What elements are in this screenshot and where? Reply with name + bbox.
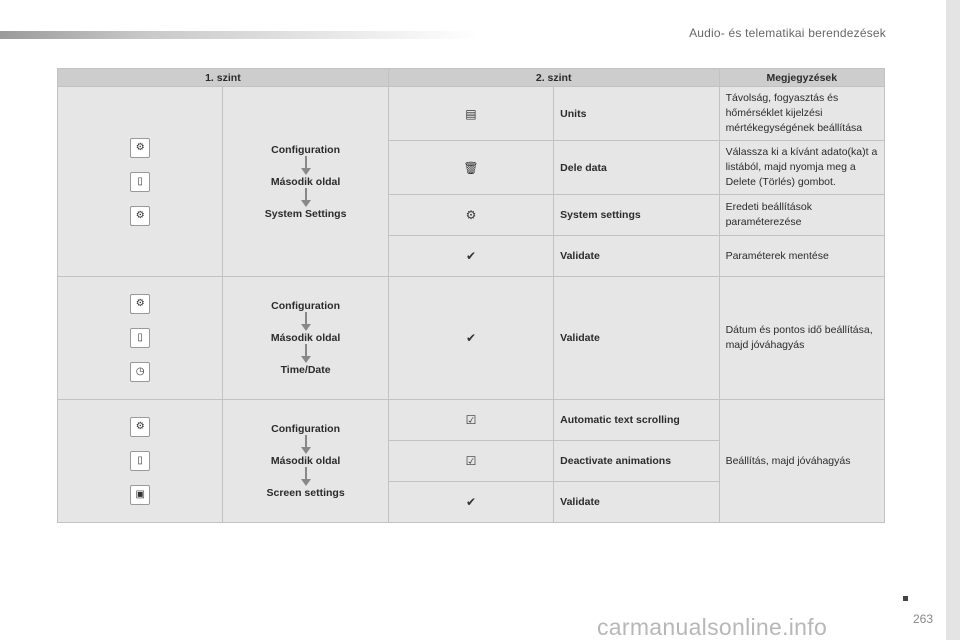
note-text: Válassza ki a kívánt adato(ka)t a listából, majd nyomja meg a Delete (Törlés) gombot. — [719, 141, 884, 195]
settings-icon: ⚙ — [130, 417, 150, 437]
level2-label: Validate — [554, 236, 719, 277]
page-number: 263 — [913, 612, 934, 626]
check-icon-cell — [388, 236, 553, 277]
checkbox-icon: ☑ — [465, 413, 477, 427]
system-settings-icon-cell — [388, 195, 553, 236]
level2-label: Validate — [554, 482, 719, 523]
second-page-icon: ▯ — [130, 328, 150, 348]
settings-icon: ⚙ — [130, 206, 150, 226]
level2-label: Dele data — [554, 141, 719, 195]
settings-icon: ⚙ — [130, 294, 150, 314]
arrow-down-icon — [301, 467, 311, 487]
arrow-down-icon — [301, 312, 311, 332]
arrow-down-icon — [301, 188, 311, 208]
group1-level1-cell — [223, 87, 388, 277]
second-page-icon: ▯ — [130, 172, 150, 192]
screen-settings-icon: ▣ — [130, 485, 150, 505]
level2-label: Units — [554, 87, 719, 141]
level1-time-date: Time/Date — [280, 364, 331, 376]
level1-second-page: Második oldal — [270, 175, 341, 188]
page-marker — [903, 596, 908, 601]
table-row — [58, 277, 885, 400]
column-header-level2: 2. szint — [388, 69, 719, 87]
units-icon: ▤ — [465, 106, 477, 121]
column-header-notes: Megjegyzések — [719, 69, 884, 87]
group1-icons-cell — [58, 87, 223, 277]
group3-level1-cell — [223, 400, 388, 523]
arrow-down-icon — [301, 156, 311, 176]
note-text: Távolság, fogyasztás és hőmérséklet kijelzési mértékegységének beállítása — [719, 87, 884, 141]
table-row — [58, 87, 885, 141]
level1-system-settings: System Settings — [264, 207, 347, 220]
table-row — [58, 400, 885, 441]
level2-label: Validate — [554, 277, 719, 400]
check-icon: ✔ — [465, 331, 476, 345]
check-icon: ✔ — [465, 495, 476, 509]
level1-configuration: Configuration — [271, 143, 340, 156]
units-icon-cell — [388, 87, 553, 141]
checkbox-icon-cell — [388, 400, 553, 441]
clock-calendar-icon: ◷ — [130, 362, 150, 382]
checkbox-icon: ☑ — [465, 454, 477, 468]
checkbox-icon-cell — [388, 441, 553, 482]
delete-icon-cell — [388, 141, 553, 195]
system-settings-icon: ⚙ — [465, 208, 477, 222]
note-text: Dátum és pontos idő beállítása, majd jóváhagyás — [719, 277, 884, 400]
level2-label: Automatic text scrolling — [554, 400, 719, 441]
check-icon-cell — [388, 482, 553, 523]
level1-configuration: Configuration — [271, 423, 340, 435]
level1-second-page: Második oldal — [270, 455, 341, 467]
note-text: Paraméterek mentése — [719, 236, 884, 277]
group3-icons-cell — [58, 400, 223, 523]
page-header-title: Audio- és telematikai berendezések — [689, 26, 886, 40]
second-page-icon: ▯ — [130, 451, 150, 471]
group2-icons-cell — [58, 277, 223, 400]
settings-icon: ⚙ — [130, 138, 150, 158]
group2-level1-cell — [223, 277, 388, 400]
level1-configuration: Configuration — [271, 300, 340, 312]
note-text: Beállítás, majd jóváhagyás — [719, 400, 884, 523]
note-text: Eredeti beállítások paraméterezése — [719, 195, 884, 236]
watermark: carmanualsonline.info — [597, 614, 828, 640]
check-icon-cell — [388, 277, 553, 400]
header-gradient-bar — [0, 31, 480, 39]
check-icon: ✔ — [465, 249, 476, 263]
level2-label: System settings — [554, 195, 719, 236]
settings-table — [57, 68, 885, 523]
page-edge-bar — [946, 0, 960, 640]
level2-label: Deactivate animations — [554, 441, 719, 482]
table-header-row — [58, 69, 885, 87]
level1-screen-settings: Screen settings — [266, 487, 345, 499]
column-header-level1: 1. szint — [58, 69, 389, 87]
arrow-down-icon — [301, 435, 311, 455]
arrow-down-icon — [301, 344, 311, 364]
level1-second-page: Második oldal — [270, 332, 341, 344]
delete-icon: 🗑 — [463, 160, 479, 175]
